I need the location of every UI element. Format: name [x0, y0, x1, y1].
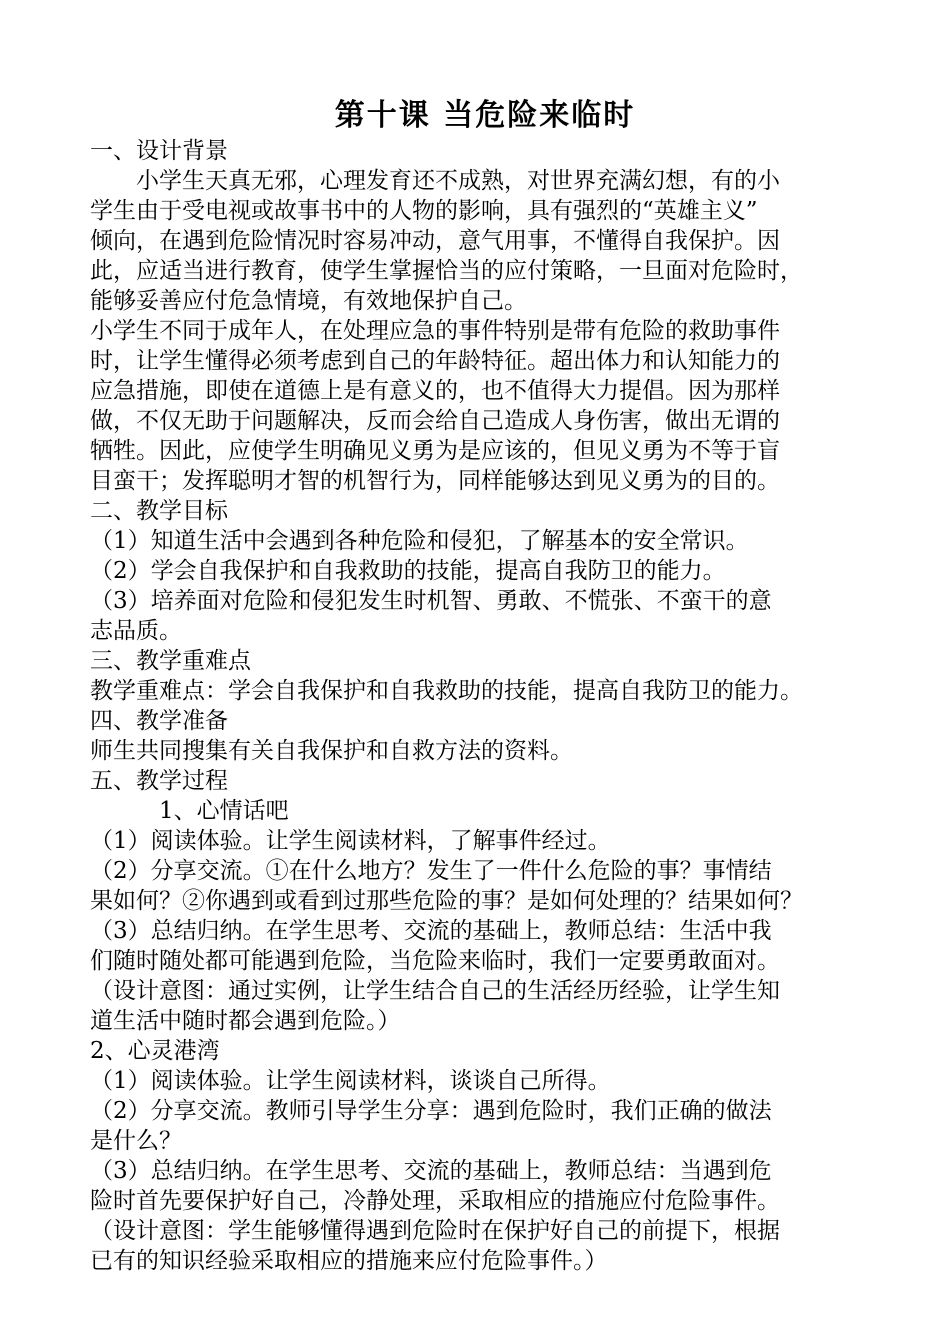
- text-line: （设计意图：学生能够懂得遇到危险时在保护好自己的前提下，根据: [90, 1218, 780, 1244]
- document-page: [90, 96, 880, 1276]
- text-line: 果如何？②你遇到或看到过那些危险的事？是如何处理的？结果如何？: [90, 888, 803, 914]
- text-line: 师生共同搜集有关自我保护和自救方法的资料。: [90, 738, 573, 764]
- text-line: 已有的知识经验采取相应的措施来应付危险事件。）: [90, 1248, 608, 1274]
- text-line: 五、教学过程: [90, 768, 228, 794]
- text-line: （1）知道生活中会遇到各种危险和侵犯，了解基本的安全常识。: [90, 528, 749, 554]
- text-line: 应急措施，即使在道德上是有意义的，也不值得大力提倡。因为那样: [90, 378, 780, 404]
- text-line: （3）总结归纳。在学生思考、交流的基础上，教师总结：生活中我: [90, 918, 772, 944]
- text-line: （3）总结归纳。在学生思考、交流的基础上，教师总结：当遇到危: [90, 1158, 772, 1184]
- text-line: 小学生不同于成年人，在处理应急的事件特别是带有危险的救助事件: [90, 318, 780, 344]
- text-line: 是什么？: [90, 1128, 182, 1154]
- text-line: （设计意图：通过实例，让学生结合自己的生活经历经验，让学生知: [90, 978, 780, 1004]
- text-line: （2）分享交流。教师引导学生分享：遇到危险时，我们正确的做法: [90, 1098, 772, 1124]
- text-line: （2）分享交流。①在什么地方？发生了一件什么危险的事？事情结: [90, 858, 772, 884]
- text-line: 学生由于受电视或故事书中的人物的影响，具有强烈的“英雄主义”: [90, 198, 758, 224]
- text-line: 做，不仅无助于问题解决，反而会给自己造成人身伤害，做出无谓的: [90, 408, 780, 434]
- page-title: 第十课 当危险来临时: [334, 98, 636, 133]
- text-line: （3）培养面对危险和侵犯发生时机智、勇敢、不慌张、不蛮干的意: [90, 588, 772, 614]
- text-line: 时，让学生懂得必须考虑到自己的年龄特征。超出体力和认知能力的: [90, 348, 780, 374]
- text-line: 2、心灵港湾: [90, 1038, 220, 1064]
- text-line: 小学生天真无邪，心理发育还不成熟，对世界充满幻想，有的小: [90, 168, 780, 194]
- text-line: 一、设计背景: [90, 138, 228, 164]
- text-line: 目蛮干；发挥聪明才智的机智行为，同样能够达到见义勇为的目的。: [90, 468, 780, 494]
- text-line: 牺牲。因此，应使学生明确见义勇为是应该的，但见义勇为不等于盲: [90, 438, 780, 464]
- text-line: 教学重难点：学会自我保护和自我救助的技能，提高自我防卫的能力。: [90, 678, 803, 704]
- text-line: 道生活中随时都会遇到危险。）: [90, 1008, 401, 1034]
- text-line: （1）阅读体验。让学生阅读材料，了解事件经过。: [90, 828, 611, 854]
- text-line: 们随时随处都可能遇到危险，当危险来临时，我们一定要勇敢面对。: [90, 948, 780, 974]
- text-line: 能够妥善应付危急情境，有效地保护自己。: [90, 288, 527, 314]
- text-line: 险时首先要保护好自己，冷静处理，采取相应的措施应付危险事件。: [90, 1188, 780, 1214]
- text-line: 此，应适当进行教育，使学生掌握恰当的应付策略，一旦面对危险时，: [90, 258, 803, 284]
- text-line: 三、教学重难点: [90, 648, 251, 674]
- text-line: 二、教学目标: [90, 498, 228, 524]
- text-line: 志品质。: [90, 618, 182, 644]
- text-line: （1）阅读体验。让学生阅读材料，谈谈自己所得。: [90, 1068, 611, 1094]
- text-line: 四、教学准备: [90, 708, 228, 734]
- text-line: 1、心情话吧: [90, 798, 289, 824]
- document-body: [90, 136, 880, 1276]
- text-line: （2）学会自我保护和自我救助的技能，提高自我防卫的能力。: [90, 558, 726, 584]
- text-line: 倾向，在遇到危险情况时容易冲动，意气用事，不懂得自我保护。因: [90, 228, 780, 254]
